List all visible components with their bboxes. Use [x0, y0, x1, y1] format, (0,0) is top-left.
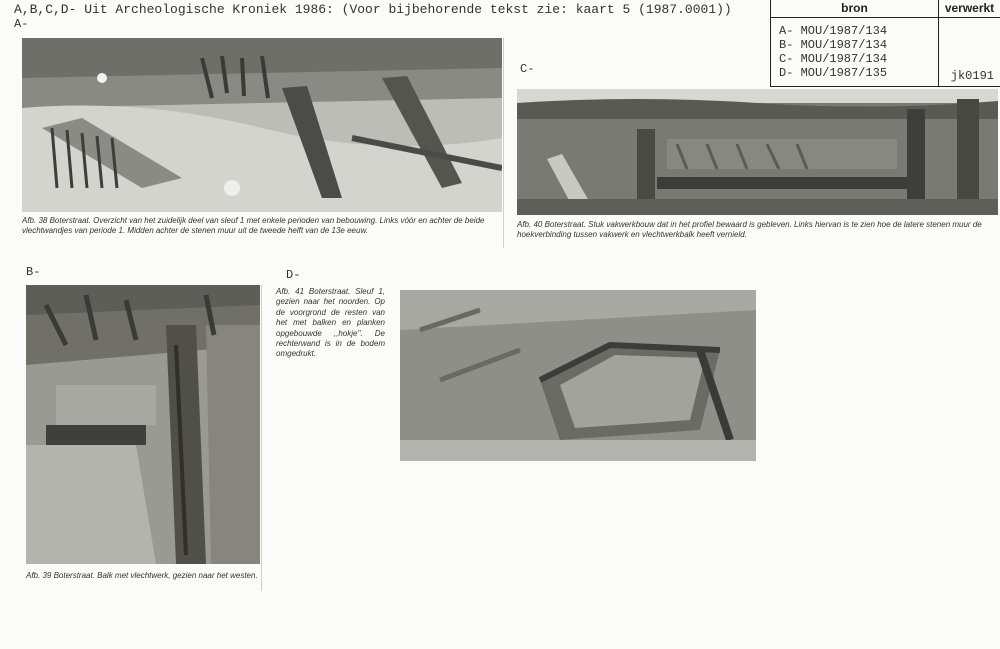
figure-c-label: C- — [520, 62, 535, 76]
figure-b-label: B- — [26, 265, 41, 279]
caption-afb-38: Afb. 38 Boterstraat. Overzicht van het zuidelijk deel van sleuf 1 met enkele perioden van bebouwing. Links vóór en achter de beide vlechtwandjes van periode 1. Midden achter de stenen muur uit de tweede helft van de 13e eeuw. — [22, 216, 485, 235]
caption-afb-41: Afb. 41 Boterstraat. Sleuf 1, gezien naar het noorden. Op de voorgrond de resten van het met balken en planken opgebouwde ,,hokje''. De rechterwand is in de bodem omgedrukt. — [276, 287, 385, 359]
photo-beam-wattle — [26, 285, 260, 564]
ref-row: A- MOU/1987/134 — [779, 24, 888, 38]
verwerkt-header: verwerkt — [939, 0, 1000, 18]
bron-header: bron — [771, 0, 939, 18]
photo-excavation-overview — [22, 38, 502, 212]
ref-row: D- MOU/1987/135 — [779, 66, 888, 80]
reference-table — [770, 0, 1000, 87]
processing-code: jk0191 — [950, 69, 994, 83]
document-title: A,B,C,D- Uit Archeologische Kroniek 1986: (Voor bijbehorende tekst zie: kaart 5 (1987.0001)) — [14, 2, 732, 17]
ref-row: B- MOU/1987/134 — [779, 38, 888, 52]
caption-afb-40: Afb. 40 Boterstraat. Stuk vakwerkbouw dat in het profiel bewaard is gebleven. Links hiervan is te zien hoe de latere stenen muur de hoekverbinding tussen vakwerk en vlechtwerkbalk heeft vernield. — [517, 220, 982, 239]
caption-afb-39: Afb. 39 Boterstraat. Balk met vlechtwerk, gezien naar het westen. — [26, 571, 258, 580]
figure-d-label: D- — [286, 268, 301, 282]
table-divider — [938, 17, 939, 86]
ref-row: C- MOU/1987/134 — [779, 52, 888, 66]
photo-timber-frame-profile — [517, 89, 998, 215]
photo-wooden-structure — [400, 290, 756, 461]
column-rule — [261, 285, 262, 591]
figure-a-label: A- — [14, 17, 29, 31]
column-rule — [503, 38, 504, 248]
